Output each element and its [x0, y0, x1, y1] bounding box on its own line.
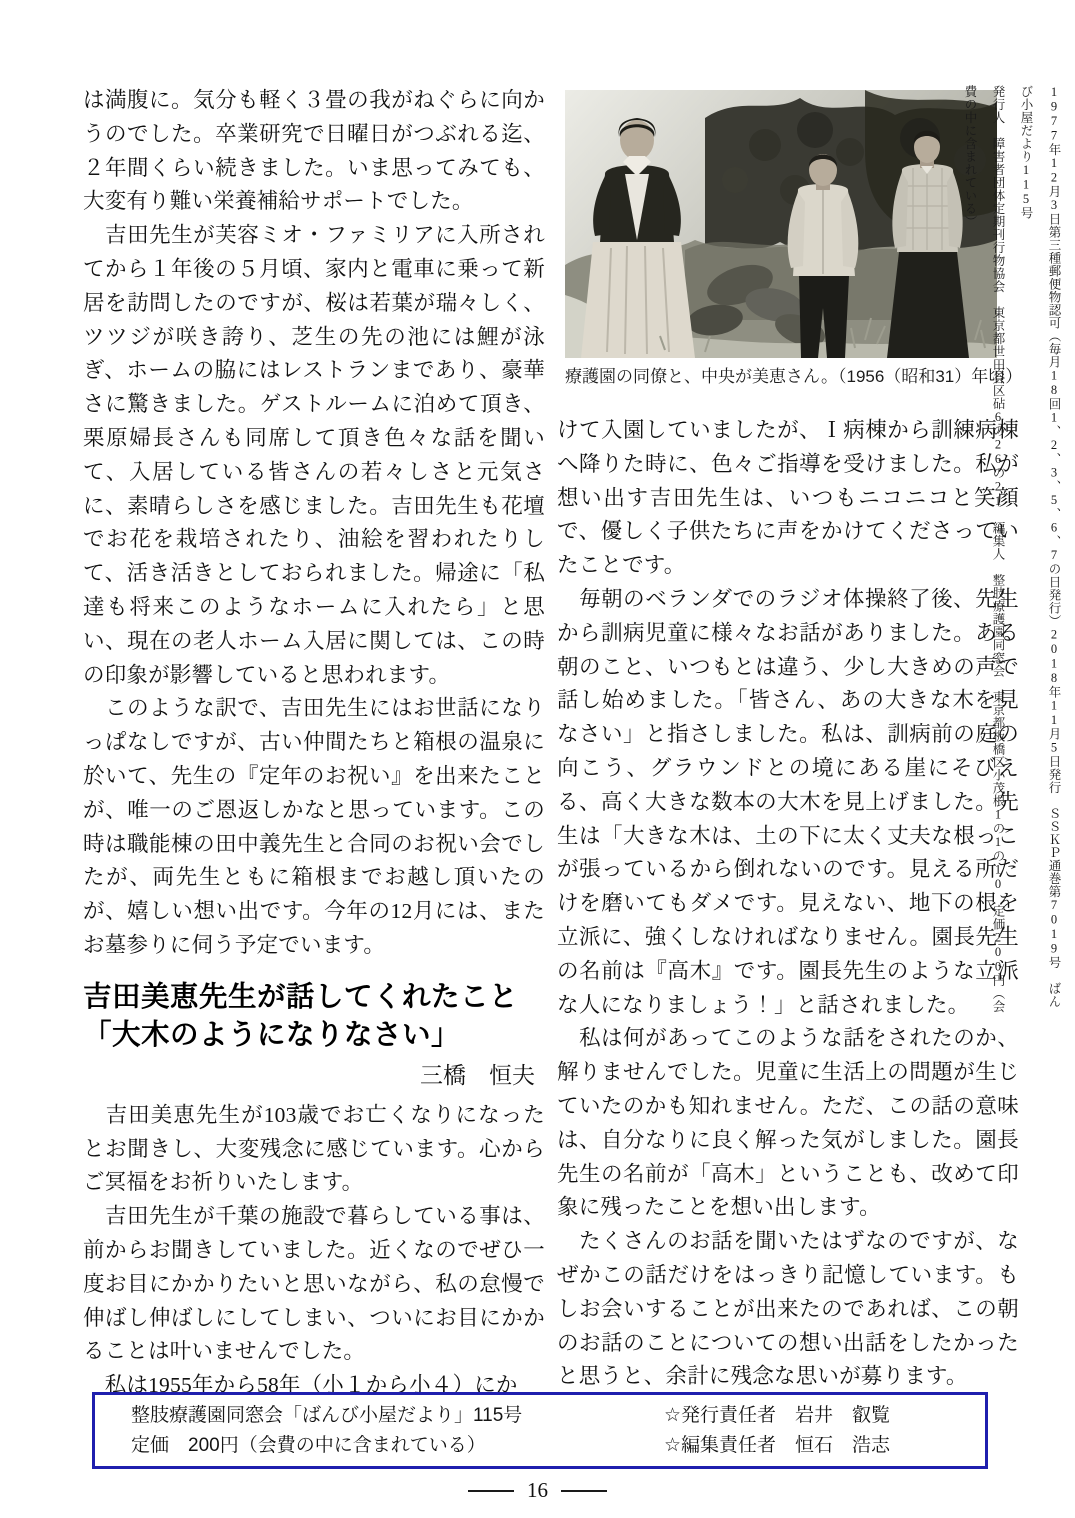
page-number-dash-right — [561, 1490, 607, 1492]
body-paragraph: 吉田先生が千葉の施設で暮らしている事は、前からお聞きしていました。近くなのでぜひ一度お目にかかりたいと思いながら、私の怠慢で伸ばし伸ばしにしてしまい、ついにお目にかかることは叶いませんでした。 — [83, 1204, 545, 1364]
footer-publisher-line: ☆発行責任者 岩井 叡覧 — [663, 1404, 890, 1426]
body-paragraph: 私は1955年から58年（小１から小４）にか — [83, 1373, 518, 1398]
author-name: 三橋 恒夫 — [420, 1061, 535, 1088]
body-paragraph: 吉田美恵先生が103歳でお亡くなりになったとお聞きし、大変残念に感じています。心からご冥福をお祈りいたします。 — [83, 1102, 545, 1195]
vertical-colophon — [963, 85, 1068, 1020]
left-column — [83, 84, 545, 1403]
footer-editor-line: ☆編集責任者 恒石 浩志 — [663, 1434, 890, 1456]
page-number — [0, 1478, 1075, 1503]
colophon-line-authorization: 1977年12月3日第三種郵便物認可（毎月18回1、2、3、5、6、7の日発行）2018年11月5日発行 ＳＳＫＰ通巻第7019号 ばんび小屋だより115号 — [1019, 85, 1061, 1008]
footer-box — [92, 1392, 988, 1469]
article-heading-line2: 「大木のようになりなさい」 — [83, 1019, 461, 1052]
body-paragraph: 毎朝のベランダでのラジオ体操終了後、先生から訓病児童に様々なお話がありました。ある朝のこと、いつもとは違う、少し大きめの声で話し始めました。「皆さん、あの大きな木を見なさい」と指さしました。私は、訓病前の庭の向こう、グラウンドとの境にある崖にそびえる、高く大きな数本の大木を見上げました。先生は「大きな木は、土の下に太く丈夫な根っこが張っているから倒れないのです。見える所だけを磨いてもダメです。見えない、地下の根を立派に、強くしなければなりません。園長先生の名前は『高木』です。園長先生のような立派な人になりましょう！」と話されました。 — [557, 586, 1019, 1017]
photo-caption: 療護園の同僚と、中央が美恵さん。（1956（昭和31）年頃） — [565, 367, 1023, 386]
body-paragraph: は満腹に。気分も軽く３畳の我がねぐらに向かうのでした。卒業研究で日曜日がつぶれる迄、２年間くらい続きました。いま思ってみても、大変有り難い栄養補給サポートでした。 — [83, 88, 545, 214]
colophon-line-publisher: 発行人 障害者団体定期刊行物協会 東京都世田谷区砧6の26の21 編集人 整肢療護園同窓会 東京都板橋区小茂根1の1の10 定価200円（会費の中に含まれている） — [963, 85, 1005, 1013]
group-photo-illustration — [565, 90, 997, 358]
footer-left-block — [131, 1401, 522, 1461]
article-heading — [83, 978, 545, 1055]
body-paragraph: 吉田先生が芙容ミオ・ファミリアに入所されてから１年後の５月頃、家内と電車に乗って新居を訪問したのですが、桜は若葉が瑞々しく、ツツジが咲き誇り、芝生の先の池には鯉が泳ぎ、ホームの脇にはレストランまであり、豪華さに驚きました。ゲストルームに泊めて頂き、栗原婦長さんも同席して頂き色々な話を聞いて、入居している皆さんの若々しさと元気さに、素晴らしさを感じました。吉田先生も花壇でお花を栽培されたり、油絵を習われたりして、活き活きとしておられました。帰途に「私達も将来このようなホームに入れたら」と思い、現在の老人ホーム入居に関しては、この時の印象が影響していると思われます。 — [83, 223, 545, 687]
body-paragraph: このような訳で、吉田先生にはお世話になりっぱなしですが、古い仲間たちと箱根の温泉に於いて、先生の『定年のお祝い』を出来たことが、唯一のご恩返しかなと思っています。この時は職能棟の田中義先生と合同のお祝い会でしたが、両先生ともに箱根までお越し頂いたのが、嬉しい想い出です。今年の12月には、またお墓参りに伺う予定でいます。 — [83, 696, 545, 957]
body-paragraph: たくさんのお話を聞いたはずなのですが、なぜかこの話だけをはっきり記憶しています。もしお会いすることが出来たのであれば、この朝のお話のことについての想い出話をしたかったと思うと、余計に残念な思いが募ります。 — [557, 1229, 1019, 1389]
body-paragraph: けて入園していましたが、Ｉ病棟から訓練病棟へ降りた時に、色々ご指導を受けました。私が想い出す吉田先生は、いつもニコニコと笑顔で、優しく子供たちに声をかけてくださっていたことです。 — [557, 418, 1019, 578]
footer-right-block — [664, 1401, 890, 1461]
footer-price-line: 定価 200円（会費の中に含まれている） — [131, 1434, 486, 1456]
footer-title-line: 整肢療護園同窓会「ばんび小屋だより」115号 — [131, 1404, 523, 1426]
article-heading-line1: 吉田美恵先生が話してくれたこと — [83, 980, 519, 1013]
photo-block — [565, 90, 1023, 388]
page-number-value: 16 — [527, 1478, 548, 1502]
page-number-dash-left — [468, 1490, 514, 1492]
right-column — [557, 414, 1019, 1394]
body-paragraph: 私は何があってこのような話をされたのか、解りませんでした。児童に生活上の問題が生じていたのかも知れません。ただ、この話の意味は、自分なりに良く解った気がしました。園長先生の名前が「高木」ということも、改めて印象に残ったことを想い出します。 — [557, 1026, 1019, 1220]
